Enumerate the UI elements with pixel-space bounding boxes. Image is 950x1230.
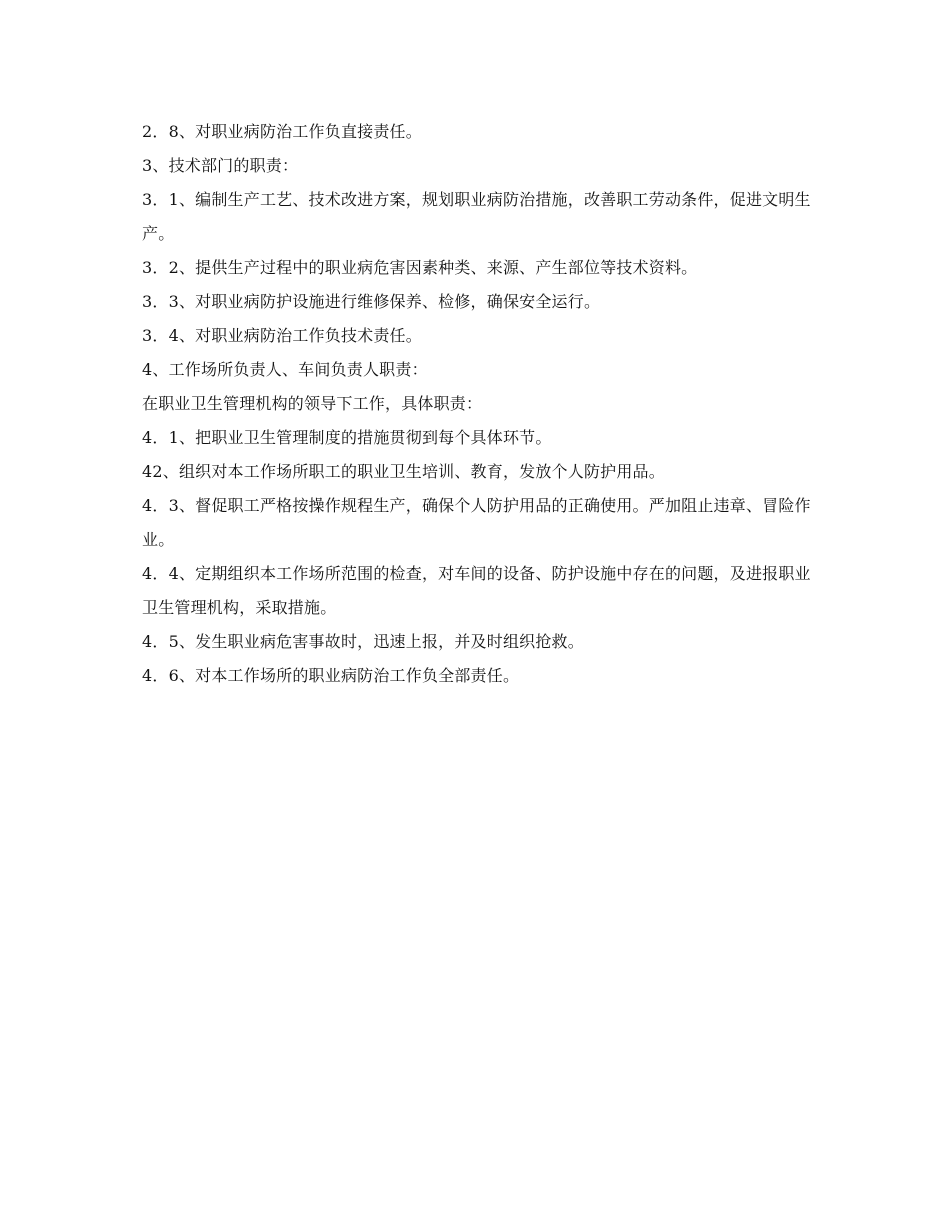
section-heading-3: 3、技术部门的职责： bbox=[142, 156, 299, 175]
paragraph-3-3: 3．3、对职业病防护设施进行维修保养、检修，确保安全运行。 bbox=[142, 292, 601, 311]
paragraph-4-2: 42、组织对本工作场所职工的职业卫生培训、教育，发放个人防护用品。 bbox=[142, 462, 665, 481]
paragraph-4-5: 4．5、发生职业病危害事故时，迅速上报，并及时组织抢救。 bbox=[142, 632, 584, 651]
paragraph-3-4: 3．4、对职业病防治工作负技术责任。 bbox=[142, 326, 422, 345]
section-heading-4: 4、工作场所负责人、车间负责人职责： bbox=[142, 360, 428, 379]
paragraph-2-8: 2．8、对职业病防治工作负直接责任。 bbox=[142, 122, 422, 141]
paragraph-3-2: 3．2、提供生产过程中的职业病危害因素种类、来源、产生部位等技术资料。 bbox=[142, 258, 698, 277]
paragraph-3-1: 3．1、编制生产工艺、技术改进方案，规划职业病防治措施，改善职工劳动条件，促进文明生产。 bbox=[142, 190, 811, 243]
section-intro-4: 在职业卫生管理机构的领导下工作，具体职责： bbox=[142, 394, 483, 413]
paragraph-4-6: 4．6、对本工作场所的职业病防治工作负全部责任。 bbox=[142, 666, 520, 685]
paragraph-4-3: 4．3、督促职工严格按操作规程生产，确保个人防护用品的正确使用。严加阻止违章、冒险作业。 bbox=[142, 496, 811, 549]
paragraph-4-1: 4．1、把职业卫生管理制度的措施贯彻到每个具体环节。 bbox=[142, 428, 552, 447]
document-body bbox=[142, 115, 814, 693]
paragraph-4-4: 4．4、定期组织本工作场所范围的检查，对车间的设备、防护设施中存在的问题，及进报职业卫生管理机构，采取措施。 bbox=[142, 564, 811, 617]
